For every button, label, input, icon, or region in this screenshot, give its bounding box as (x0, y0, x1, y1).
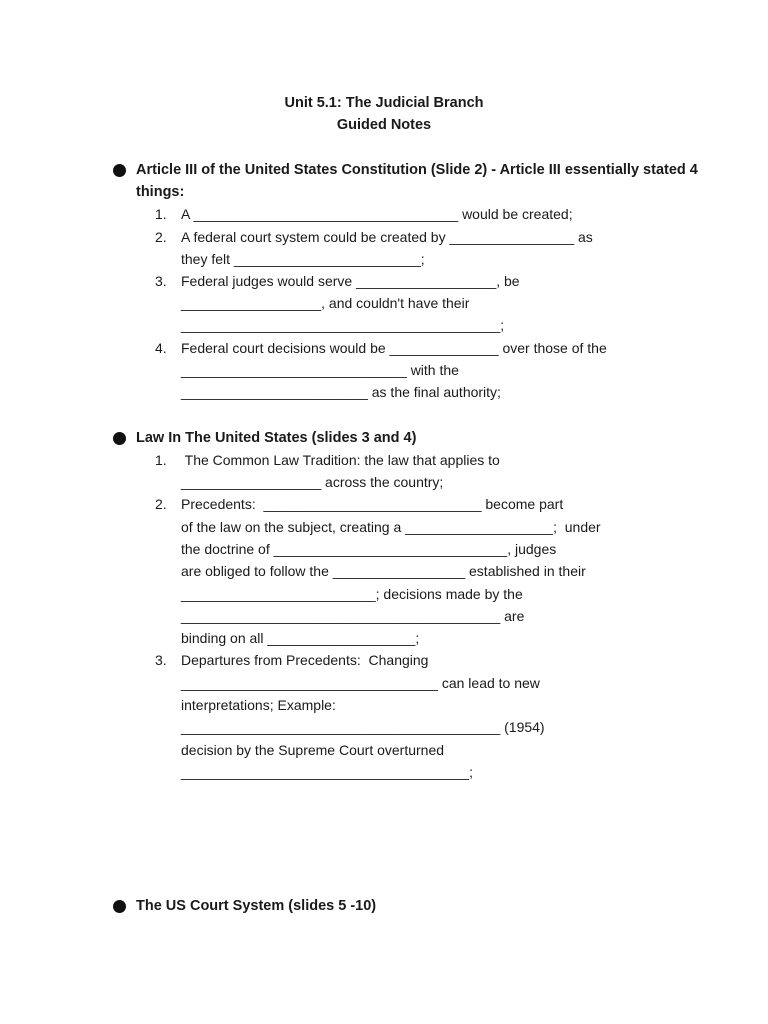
bullet-icon (113, 900, 126, 913)
bullet-icon (113, 432, 126, 445)
item-text: they felt ________________________; (181, 251, 425, 267)
item-text: are obliged to follow the _________________ established in their (181, 563, 586, 579)
item-text: of the law on the subject, creating a ___________________; under (181, 519, 601, 535)
item-text: _____________________________ with the (181, 362, 459, 378)
item-text: The Common Law Tradition: the law that applies to (181, 452, 500, 468)
document-title: Unit 5.1: The Judicial Branch (284, 95, 484, 111)
item-text: Federal court decisions would be ______________ over those of the (181, 340, 607, 356)
item-text: interpretations; Example: (181, 697, 336, 713)
item-text: A federal court system could be created by ________________ as (181, 229, 593, 245)
section-heading: things: (136, 184, 185, 200)
item-text: _________________________________________ are (181, 608, 525, 624)
item-number: 1. (155, 206, 167, 222)
bullet-icon (113, 164, 126, 177)
item-text: __________________ across the country; (181, 474, 444, 490)
item-text: Federal judges would serve __________________, be (181, 273, 520, 289)
item-text: _________________________________________; (181, 317, 505, 333)
section-heading: Article III of the United States Constitution (Slide 2) - Article III essentially stated 4 (136, 162, 698, 178)
item-text: Departures from Precedents: Changing (181, 652, 429, 668)
item-number: 3. (155, 652, 167, 668)
item-text: _____________________________________; (181, 764, 473, 780)
item-number: 1. (155, 452, 167, 468)
item-text: _________________________________ can lead to new (181, 675, 540, 691)
item-number: 2. (155, 229, 167, 245)
item-text: _________________________; decisions made by the (181, 586, 523, 602)
section-heading: Law In The United States (slides 3 and 4) (136, 430, 417, 446)
item-number: 3. (155, 273, 167, 289)
item-text: the doctrine of ______________________________, judges (181, 541, 557, 557)
item-text: Precedents: ____________________________ become part (181, 496, 564, 512)
item-text: A __________________________________ would be created; (181, 206, 573, 222)
document-subtitle: Guided Notes (336, 117, 432, 133)
item-number: 4. (155, 340, 167, 356)
item-text: decision by the Supreme Court overturned (181, 742, 445, 758)
item-text: _________________________________________ (1954) (181, 719, 545, 735)
section-heading: The US Court System (slides 5 -10) (136, 898, 377, 914)
item-text: ________________________ as the final authority; (181, 384, 501, 400)
item-number: 2. (155, 496, 167, 512)
item-text: __________________, and couldn't have their (181, 295, 470, 311)
item-text: binding on all ___________________; (181, 630, 420, 646)
